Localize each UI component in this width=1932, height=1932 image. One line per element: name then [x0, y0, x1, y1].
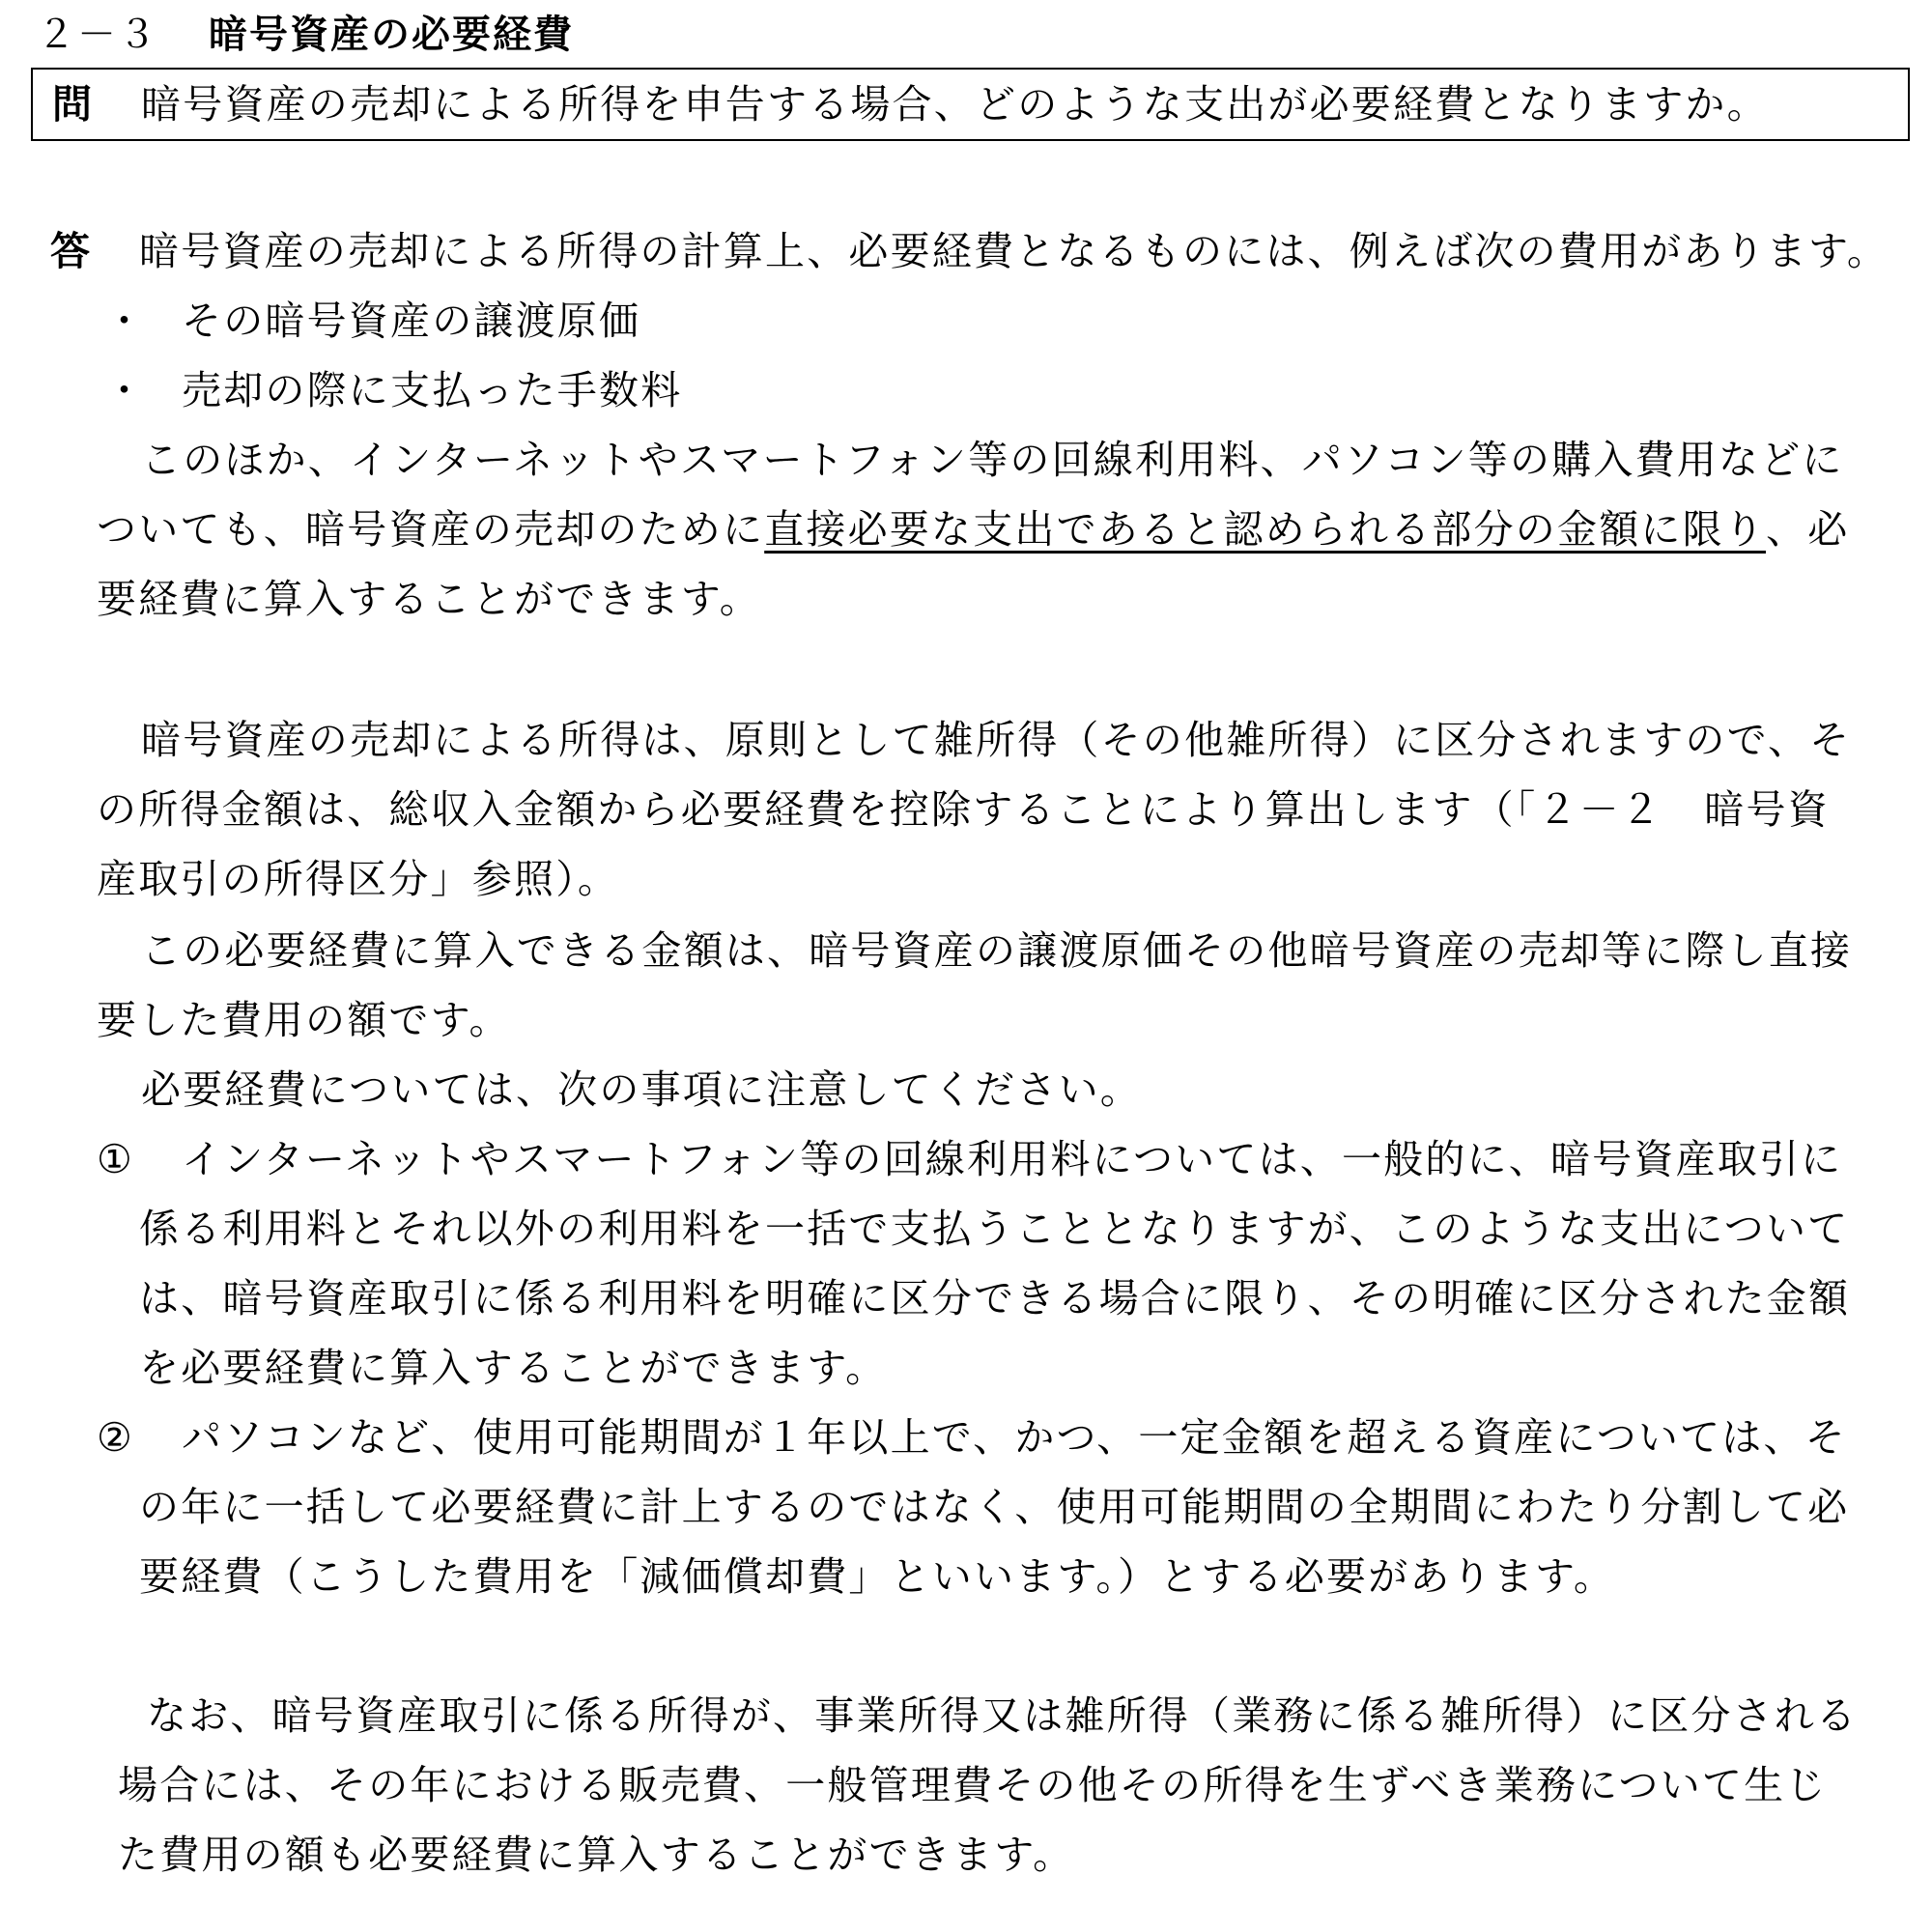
- section-title: [37, 8, 574, 62]
- bullet-item: [104, 294, 640, 348]
- paragraph-line: の所得金額は、総収入金額から必要経費を控除することにより算出します（「２－２ 暗号資: [97, 786, 1830, 833]
- bullet-text: 売却の際に支払った手数料: [182, 367, 683, 413]
- paragraph-line: た費用の額も必要経費に算入することができます。: [118, 1832, 1075, 1878]
- question-text: 暗号資産の売却による所得を申告する場合、どのような支出が必要経費となりますか。: [141, 81, 1769, 128]
- section-title-text: 暗号資産の必要経費: [209, 13, 574, 57]
- note-marker: ①: [97, 1136, 134, 1182]
- question-label: 問: [52, 81, 95, 128]
- bullet-marker: ・: [104, 367, 147, 413]
- question-line: [52, 77, 1769, 131]
- text-span: 、必: [1766, 506, 1850, 553]
- note-text: インターネットやスマートフォン等の回線利用料については、一般的に、暗号資産取引に: [182, 1136, 1843, 1182]
- note-item-1: [97, 1132, 1842, 1186]
- paragraph-line: このほか、インターネットやスマートフォン等の回線利用料、パソコン等の購入費用などに: [141, 437, 1844, 483]
- answer-label: 答: [50, 228, 93, 274]
- text-span: ついても、暗号資産の売却のために: [97, 506, 765, 553]
- paragraph-line: 産取引の所得区分」参照）。: [97, 856, 620, 902]
- paragraph-line: 暗号資産の売却による所得は、原則として雑所得（その他雑所得）に区分されますので、そ: [141, 717, 1852, 763]
- paragraph-line: 要した費用の額です。: [97, 997, 511, 1043]
- paragraph-line: 場合には、その年における販売費、一般管理費その他その所得を生ずべき業務について生じ: [118, 1762, 1828, 1808]
- note-item-2: [97, 1410, 1847, 1464]
- answer-intro: [50, 224, 1889, 278]
- note-line: を必要経費に算入することができます。: [139, 1345, 888, 1391]
- section-number: ２－３: [37, 13, 158, 57]
- paragraph-line: 要経費に算入することができます。: [97, 576, 761, 622]
- bullet-text: その暗号資産の譲渡原価: [182, 298, 641, 344]
- bullet-item: [104, 363, 682, 417]
- note-line: 要経費（こうした費用を「減価償却費」といいます。）とする必要があります。: [139, 1553, 1616, 1600]
- paragraph-line: なお、暗号資産取引に係る所得が、事業所得又は雑所得（業務に係る雑所得）に区分される: [147, 1692, 1859, 1739]
- underlined-emphasis: 直接必要な支出であると認められる部分の金額に限り: [764, 506, 1767, 553]
- question-box: [31, 68, 1910, 141]
- bullet-marker: ・: [104, 298, 147, 344]
- note-line: の年に一括して必要経費に計上するのではなく、使用可能期間の全期間にわたり分割して必: [139, 1484, 1850, 1530]
- paragraph-line: この必要経費に算入できる金額は、暗号資産の譲渡原価その他暗号資産の売却等に際し直接: [141, 927, 1853, 974]
- answer-intro-text: 暗号資産の売却による所得の計算上、必要経費となるものには、例えば次の費用があります。: [139, 228, 1889, 274]
- paragraph-line: 必要経費については、次の事項に注意してください。: [141, 1066, 1142, 1113]
- note-text: パソコンなど、使用可能期間が１年以上で、かつ、一定金額を超える資産については、そ: [182, 1414, 1847, 1461]
- note-line: は、暗号資産取引に係る利用料を明確に区分できる場合に限り、その明確に区分された金額: [139, 1275, 1851, 1321]
- paragraph-line: [97, 502, 1849, 556]
- note-line: 係る利用料とそれ以外の利用料を一括で支払うこととなりますが、このような支出について: [139, 1206, 1850, 1252]
- note-marker: ②: [97, 1414, 134, 1461]
